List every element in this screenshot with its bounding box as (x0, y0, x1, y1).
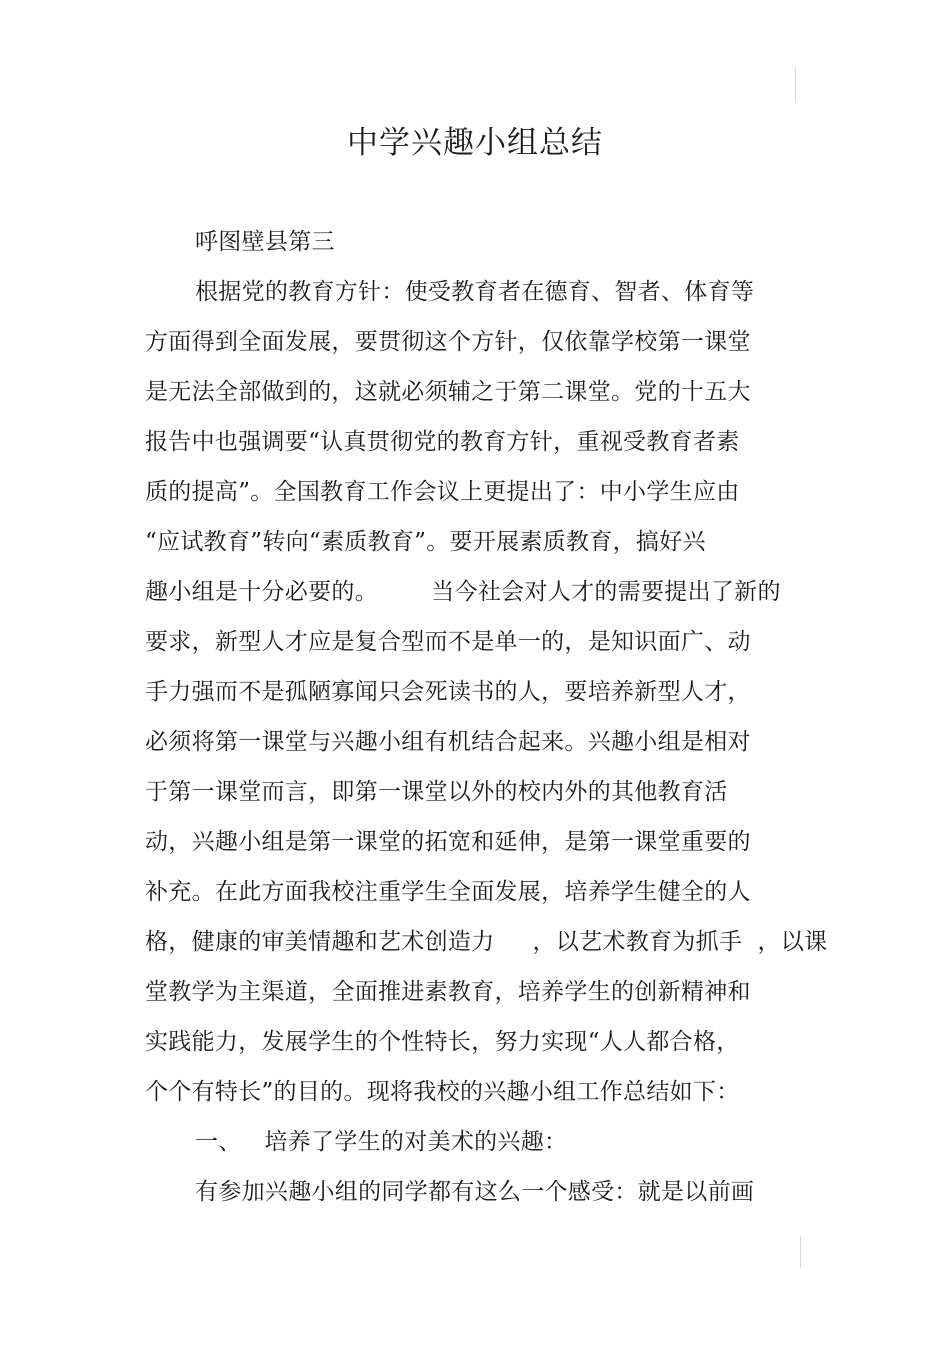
paragraph-line: 质的提高”。全国教育工作会议上更提出了：中小学生应由 (145, 479, 740, 505)
paragraph-line: 有参加兴趣小组的同学都有这么一个感受：就是以前画 (195, 1179, 755, 1205)
page-title: 中学兴趣小组总结 (347, 125, 603, 161)
school-line: 呼图壁县第三 (195, 229, 335, 255)
paragraph-line: 实践能力，发展学生的个性特长，努力实现“人人都合格， (145, 1029, 740, 1055)
paragraph-line: “应试教育”转向“素质教育”。要开展素质教育，搞好兴 (145, 529, 706, 555)
paragraph-line: 根据党的教育方针：使受教育者在德育、智者、体育等 (195, 279, 755, 305)
page-edge-mark (800, 1236, 801, 1268)
paragraph-line: 报告中也强调要“认真贯彻党的教育方针，重视受教育者素 (145, 429, 740, 455)
paragraph-line: 动，兴趣小组是第一课堂的拓宽和延伸，是第一课堂重要的 (145, 829, 751, 855)
page-edge-mark (795, 68, 796, 102)
paragraph-line: 方面得到全面发展，要贯彻这个方针，仅依靠学校第一课堂 (145, 329, 751, 355)
paragraph-line: 要求，新型人才应是复合型而不是单一的，是知识面广、动 (145, 629, 751, 655)
paragraph-line: 补充。在此方面我校注重学生全面发展，培养学生健全的人 (145, 879, 751, 905)
paragraph-line: 堂教学为主渠道，全面推进素教育，培养学生的创新精神和 (145, 979, 751, 1005)
paragraph-line: 格，健康的审美情趣和艺术创造力 ，以艺术教育为抓手 ，以课 (145, 929, 828, 955)
paragraph-line: 个个有特长”的目的。现将我校的兴趣小组工作总结如下： (145, 1079, 740, 1105)
paragraph-line: 趣小组是十分必要的。 当今社会对人才的需要提出了新的 (145, 579, 781, 605)
paragraph-line: 于第一课堂而言，即第一课堂以外的校内外的其他教育活 (145, 779, 728, 805)
paragraph-line: 是无法全部做到的，这就必须辅之于第二课堂。党的十五大 (145, 379, 751, 405)
paragraph-line: 手力强而不是孤陋寡闻只会死读书的人，要培养新型人才， (145, 679, 751, 705)
section-heading: 一、 培养了学生的对美术的兴趣： (195, 1129, 568, 1155)
paragraph-line: 必须将第一课堂与兴趣小组有机结合起来。兴趣小组是相对 (145, 729, 751, 755)
